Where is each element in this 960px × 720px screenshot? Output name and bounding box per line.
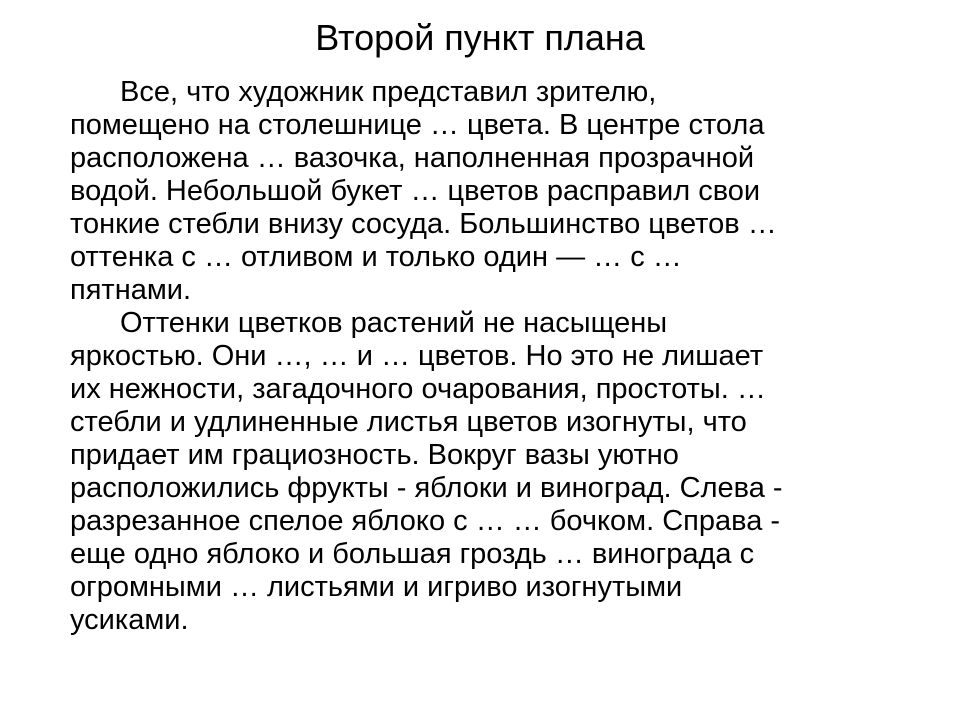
text-line: усиками. bbox=[70, 604, 189, 636]
paragraph-1 bbox=[70, 76, 932, 307]
text-line: Оттенки цветков растений не насыщены bbox=[120, 307, 668, 339]
text-line: стебли и удлиненные листья цветов изогнуты, что bbox=[70, 406, 747, 438]
text-line: разрезанное спелое яблоко с … … бочком. Справа - bbox=[70, 505, 781, 537]
text-line: оттенка с … отливом и только один — … с … bbox=[70, 241, 682, 273]
text-line: их нежности, загадочного очарования, простоты. … bbox=[70, 373, 766, 405]
text-line: помещено на столешнице … цвета. В центре стола bbox=[70, 109, 765, 141]
text-line: пятнами. bbox=[70, 274, 192, 306]
slide-title: Второй пункт плана bbox=[315, 17, 645, 58]
text-line: еще одно яблоко и большая гроздь … винограда с bbox=[70, 538, 755, 570]
text-line: водой. Небольшой букет … цветов расправил свои bbox=[70, 175, 761, 207]
slide-body bbox=[70, 76, 932, 637]
text-line: огромными … листьями и игриво изогнутыми bbox=[70, 571, 683, 603]
text-line: Все, что художник представил зрителю, bbox=[120, 76, 657, 108]
text-line: расположились фрукты - яблоки и виноград. Слева - bbox=[70, 472, 783, 504]
text-line: расположена … вазочка, наполненная прозрачной bbox=[70, 142, 755, 174]
text-line: яркостью. Они …, … и … цветов. Но это не лишает bbox=[70, 340, 764, 372]
text-line: придает им грациозность. Вокруг вазы уютно bbox=[70, 439, 679, 471]
paragraph-2 bbox=[70, 307, 932, 637]
text-line: тонкие стебли внизу сосуда. Большинство цветов … bbox=[70, 208, 777, 240]
